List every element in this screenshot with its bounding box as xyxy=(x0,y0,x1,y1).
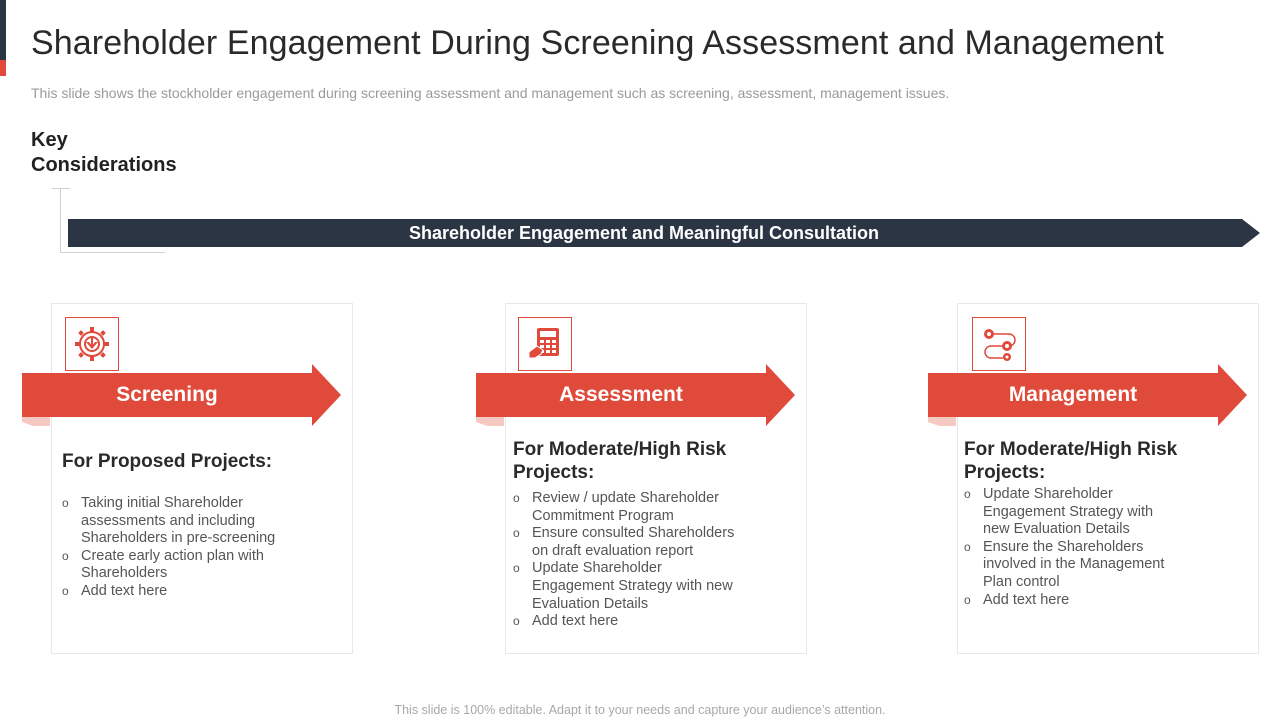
assessment-label: Assessment xyxy=(559,383,683,406)
list-item: o Update Shareholder Engagement Strategy with new Evaluation Details xyxy=(513,560,748,613)
screening-heading: For Proposed Projects: xyxy=(62,451,273,472)
list-item: o Taking initial Shareholder assessments and including Shareholders in pre-screening xyxy=(62,495,307,548)
list-item: o Add text here xyxy=(513,613,748,631)
calculator-hand-icon xyxy=(525,324,565,364)
gears-workflow-icon xyxy=(979,324,1019,364)
banner-label: Shareholder Engagement and Meaningful Consultation xyxy=(408,223,880,243)
list-item: o Ensure consulted Shareholders on draft evaluation report xyxy=(513,525,748,560)
management-icon-box xyxy=(972,317,1026,371)
key-considerations-line1: Key xyxy=(31,129,68,151)
banner-arrow xyxy=(68,219,1260,247)
list-item: o Update Shareholder Engagement Strategy with new Evaluation Details xyxy=(964,486,1179,539)
list-item: o Add text here xyxy=(62,583,307,601)
list-item: o Create early action plan with Shareholders xyxy=(62,548,307,583)
management-label: Management xyxy=(1008,383,1138,406)
gear-hand-icon xyxy=(72,324,112,364)
key-considerations-heading xyxy=(31,128,177,178)
assessment-heading: For Moderate/High Risk Projects: xyxy=(513,439,727,483)
page-title: Shareholder Engagement During Screening Assessment and Management xyxy=(31,24,1164,62)
key-considerations-line2: Considerations xyxy=(31,154,177,176)
title-accent-bar xyxy=(0,0,6,60)
list-item: o Review / update Shareholder Commitment Program xyxy=(513,490,748,525)
assessment-bullets xyxy=(513,490,748,631)
management-bullets xyxy=(964,486,1179,609)
page-subtitle: This slide shows the stockholder engagement during screening assessment and management such as screening, assessment, management issues. xyxy=(31,85,950,101)
screening-label: Screening xyxy=(116,383,218,406)
list-item: o Add text here xyxy=(964,592,1179,610)
assessment-icon-box xyxy=(518,317,572,371)
assessment-arrow xyxy=(476,364,796,426)
management-arrow xyxy=(928,364,1248,426)
title-accent-marker xyxy=(0,60,6,76)
screening-arrow xyxy=(22,364,342,426)
list-item: o Ensure the Shareholders involved in the Management Plan control xyxy=(964,539,1179,592)
screening-icon-box xyxy=(65,317,119,371)
management-heading: For Moderate/High Risk Projects: xyxy=(964,439,1178,483)
screening-bullets xyxy=(62,495,307,601)
footer-note: This slide is 100% editable. Adapt it to your needs and capture your audience’s attention. xyxy=(394,703,886,717)
